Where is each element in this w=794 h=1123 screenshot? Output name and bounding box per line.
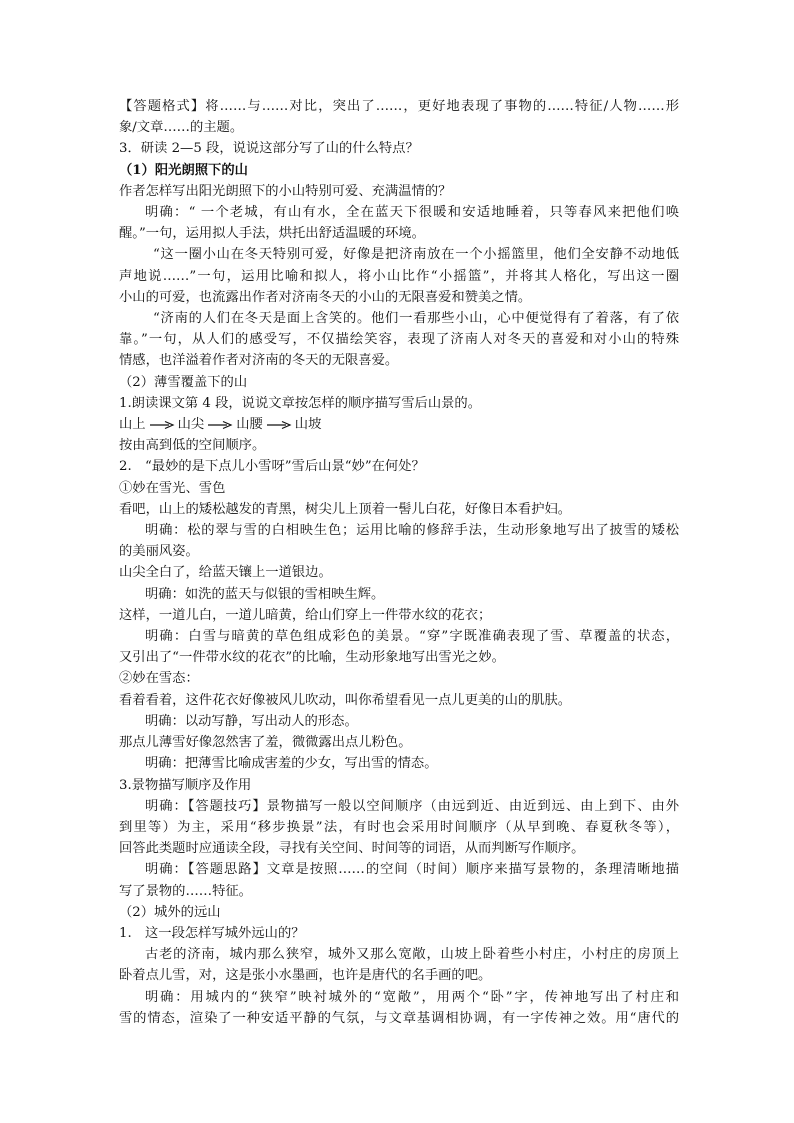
text-line: 回答此类题时应通读全段，寻找有关空间、时间等的词语，从而判断写作顺序。 bbox=[119, 841, 585, 857]
text-line: 情感，也洋溢着作者对济南的冬天的无限喜爱。 bbox=[119, 353, 399, 369]
sequence-item: 山坡 bbox=[294, 417, 322, 433]
text-line: 看着看着，这件花衣好像被风儿吹动，叫你希望看见一点儿更美的山的肌肤。 bbox=[119, 692, 572, 708]
text-line: 明确：白雪与暗黄的草色组成彩色的美景。“穿”字既准确表现了雪、草覆盖的状态， bbox=[145, 629, 679, 645]
text-line: 声地说……”一句，运用比喻和拟人，将小山比作“小摇篮”，并将其人格化，写出这一圈 bbox=[119, 268, 679, 284]
arrow-right-icon bbox=[266, 420, 292, 430]
text-line: 写了景物的……特征。 bbox=[119, 883, 252, 899]
text-line: 卧着点儿雪，对，这是张小水墨画，也许是唐代的名手画的吧。 bbox=[119, 968, 492, 984]
sequence-line bbox=[119, 414, 679, 435]
text-line: 按由高到低的空间顺序。 bbox=[119, 438, 266, 454]
text-line: ②妙在雪态： bbox=[119, 671, 199, 687]
sequence-item: 山腰 bbox=[236, 417, 263, 433]
text-line: 明确：“ 一个老城，有山有水，全在蓝天下很暖和安适地睡着，只等春风来把他们唤 bbox=[145, 205, 679, 221]
text-line: （2）薄雪覆盖下的山 bbox=[119, 374, 248, 390]
text-line: 3.景物描写顺序及作用 bbox=[119, 777, 252, 793]
text-line: 明确：把薄雪比喻成害羞的少女，写出雪的情态。 bbox=[145, 756, 438, 772]
text-line: 到里等）为主，采用“移步换景”法，有时也会采用时间顺序（从早到晚、春夏秋冬等）， bbox=[119, 819, 679, 835]
text-line: “这一圈小山在冬天特别可爱，好像是把济南放在一个小摇篮里，他们全安静不动地低 bbox=[153, 247, 679, 263]
text-line: 作者怎样写出阳光朗照下的小山特别可爱、充满温情的？ bbox=[119, 183, 452, 199]
sequence-item: 山上 bbox=[119, 417, 146, 433]
text-line: 明确：【答题思路】文章是按照……的空间（时间）顺序来描写景物的，条理清晰地描 bbox=[145, 862, 679, 878]
text-line: 1.朗读课文第 4 段，说说文章按怎样的顺序描写雪后山景的。 bbox=[119, 395, 482, 411]
text-line: 1. 这一段怎样写城外远山的？ bbox=[119, 925, 305, 941]
document-page bbox=[119, 96, 679, 1029]
text-line: “济南的人们在冬天是面上含笑的。他们一看那些小山，心中便觉得有了着落，有了依 bbox=[153, 311, 679, 327]
text-line: （2）城外的远山 bbox=[119, 904, 221, 920]
text-line: 山尖全白了，给蓝天镶上一道银边。 bbox=[119, 565, 332, 581]
text-line: 小山的可爱，也流露出作者对济南冬天的小山的无限喜爱和赞美之情。 bbox=[119, 289, 532, 305]
text-line: 这样，一道儿白，一道儿暗黄，给山们穿上一件带水纹的花衣； bbox=[119, 607, 492, 623]
text-line: 象/文章……的主题。 bbox=[119, 120, 244, 136]
text-line: 明确：以动写静，写出动人的形态。 bbox=[145, 713, 358, 729]
text-line: （1）阳光朗照下的山 bbox=[119, 162, 248, 178]
text-line: 明确：用城内的“狭窄”映衬城外的“宽敞”，用两个“卧”字，传神地写出了村庄和 bbox=[145, 989, 679, 1005]
text-line: 那点儿薄雪好像忽然害了羞，微微露出点儿粉色。 bbox=[119, 735, 412, 751]
text-line: 3．研读 2—5 段，说说这部分写了山的什么特点？ bbox=[119, 141, 419, 157]
sequence-item: 山尖 bbox=[177, 417, 205, 433]
text-line: 明确：【答题技巧】景物描写一般以空间顺序（由远到近、由近到远、由上到下、由外 bbox=[145, 798, 679, 814]
text-line: 明确：松的翠与雪的白相映生色；运用比喻的修辞手法，生动形象地写出了披雪的矮松 bbox=[145, 523, 679, 539]
text-line: 【答题格式】将……与……对比，突出了……，更好地表现了事物的……特征/人物……形 bbox=[119, 99, 679, 114]
text-line: 明确：如洗的蓝天与似银的雪相映生辉。 bbox=[145, 586, 385, 602]
text-line: 古老的济南，城内那么狭窄，城外又那么宽敞，山坡上卧着些小村庄，小村庄的房顶上 bbox=[145, 947, 679, 963]
arrow-right-icon bbox=[149, 420, 175, 430]
text-line: 雪的情态，渲染了一种安适平静的气氛，与文章基调相协调，有一字传神之效。用“唐代的 bbox=[119, 1010, 679, 1026]
text-line: 醒。”一句，运用拟人手法，烘托出舒适温暖的环境。 bbox=[119, 226, 425, 242]
text-line: 靠。”一句，从人们的感受写，不仅描绘笑容，表现了济南人对冬天的喜爱和对小山的特殊 bbox=[119, 332, 679, 348]
text-line: 又引出了“一件带水纹的花衣”的比喻，生动形象地写出雪光之妙。 bbox=[119, 650, 505, 666]
text-line: 的美丽风姿。 bbox=[119, 544, 199, 560]
text-line: ①妙在雪光、雪色 bbox=[119, 480, 226, 496]
text-line: 2. “最妙的是下点儿小雪呀”雪后山景“妙”在何处？ bbox=[119, 459, 425, 475]
arrow-right-icon bbox=[207, 420, 233, 430]
text-line: 看吧，山上的矮松越发的青黑，树尖儿上顶着一髻儿白花，好像日本看护妇。 bbox=[119, 501, 572, 517]
